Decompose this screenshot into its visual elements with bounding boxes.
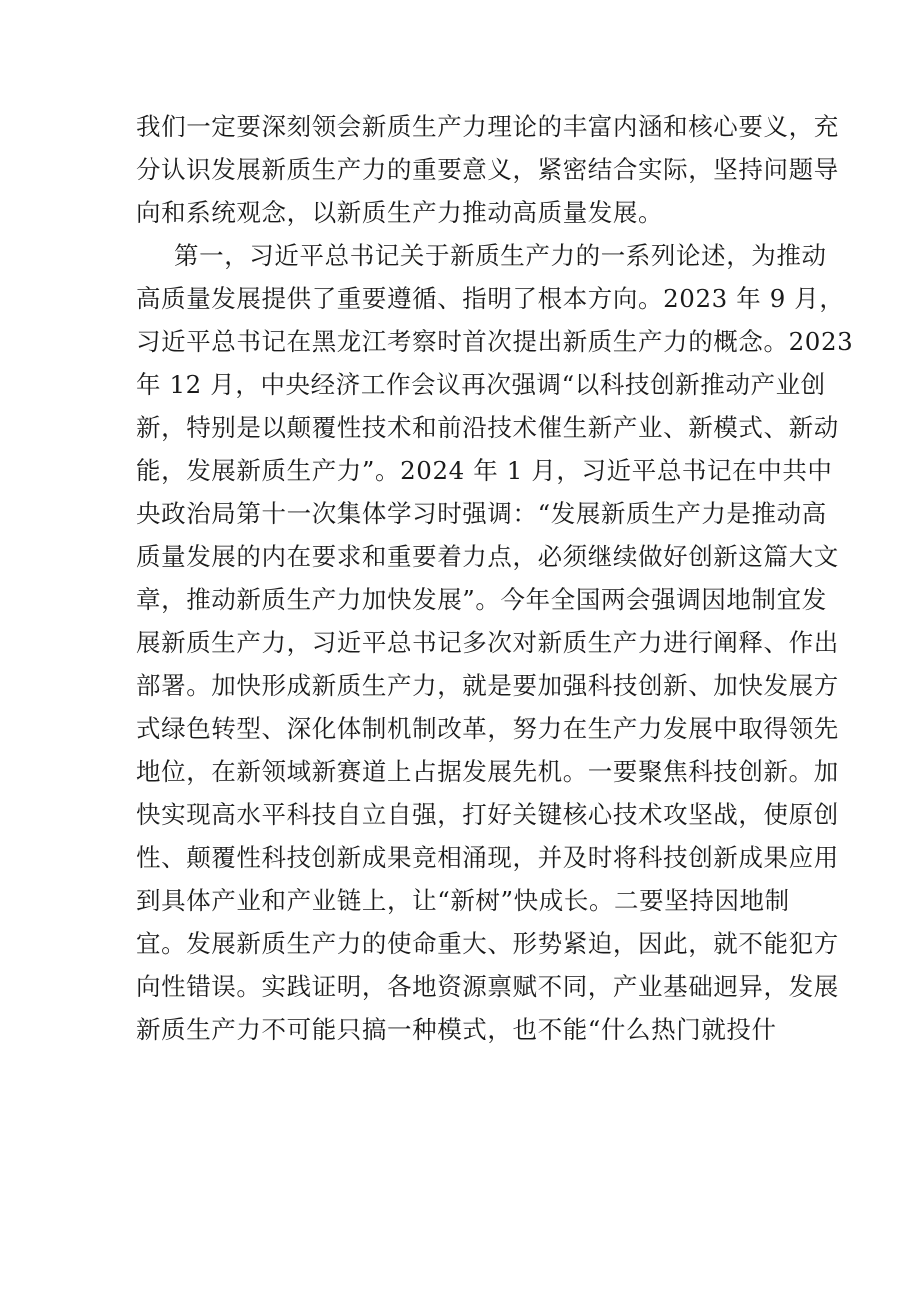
text-line: 宜。发展新质生产力的使命重大、形势紧迫，因此，就不能犯方 <box>136 929 839 958</box>
text-line: 年 12 月，中央经济工作会议再次强调“以科技创新推动产业创 <box>136 370 826 399</box>
text-line: 高质量发展提供了重要遵循、指明了根本方向。2023 年 9 月， <box>136 284 845 313</box>
text-line: 央政治局第十一次集体学习时强调：“发展新质生产力是推动高 <box>136 499 827 528</box>
text-line: 章，推动新质生产力加快发展”。今年全国两会强调因地制宜发 <box>136 585 827 614</box>
text-line: 向性错误。实践证明，各地资源禀赋不同，产业基础迥异，发展 <box>136 972 839 1001</box>
text-line: 习近平总书记在黑龙江考察时首次提出新质生产力的概念。2023 <box>136 327 854 356</box>
text-line: 展新质生产力，习近平总书记多次对新质生产力进行阐释、作出 <box>136 628 839 657</box>
text-line: 质量发展的内在要求和重要着力点，必须继续做好创新这篇大文 <box>136 542 839 571</box>
text-line: 第一，习近平总书记关于新质生产力的一系列论述，为推动 <box>174 241 827 270</box>
text-line: 地位，在新领域新赛道上占据发展先机。一要聚焦科技创新。加 <box>136 757 839 786</box>
text-line: 向和系统观念，以新质生产力推动高质量发展。 <box>136 198 664 227</box>
text-line: 式绿色转型、深化体制机制改革，努力在生产力发展中取得领先 <box>136 714 839 743</box>
text-line: 快实现高水平科技自立自强，打好关键核心技术攻坚战，使原创 <box>136 800 839 829</box>
text-line: 性、颠覆性科技创新成果竞相涌现，并及时将科技创新成果应用 <box>136 843 839 872</box>
text-line: 新质生产力不可能只搞一种模式，也不能“什么热门就投什 <box>136 1015 777 1044</box>
text-line: 能，发展新质生产力”。2024 年 1 月，习近平总书记在中共中 <box>136 456 833 485</box>
text-line: 到具体产业和产业链上，让“新树”快成长。二要坚持因地制 <box>136 886 790 915</box>
text-line: 分认识发展新质生产力的重要意义，紧密结合实际，坚持问题导 <box>136 155 839 184</box>
text-line: 新，特别是以颠覆性技术和前沿技术催生新产业、新模式、新动 <box>136 413 839 442</box>
text-line: 我们一定要深刻领会新质生产力理论的丰富内涵和核心要义，充 <box>136 112 839 141</box>
text-line: 部署。加快形成新质生产力，就是要加强科技创新、加快发展方 <box>136 671 839 700</box>
